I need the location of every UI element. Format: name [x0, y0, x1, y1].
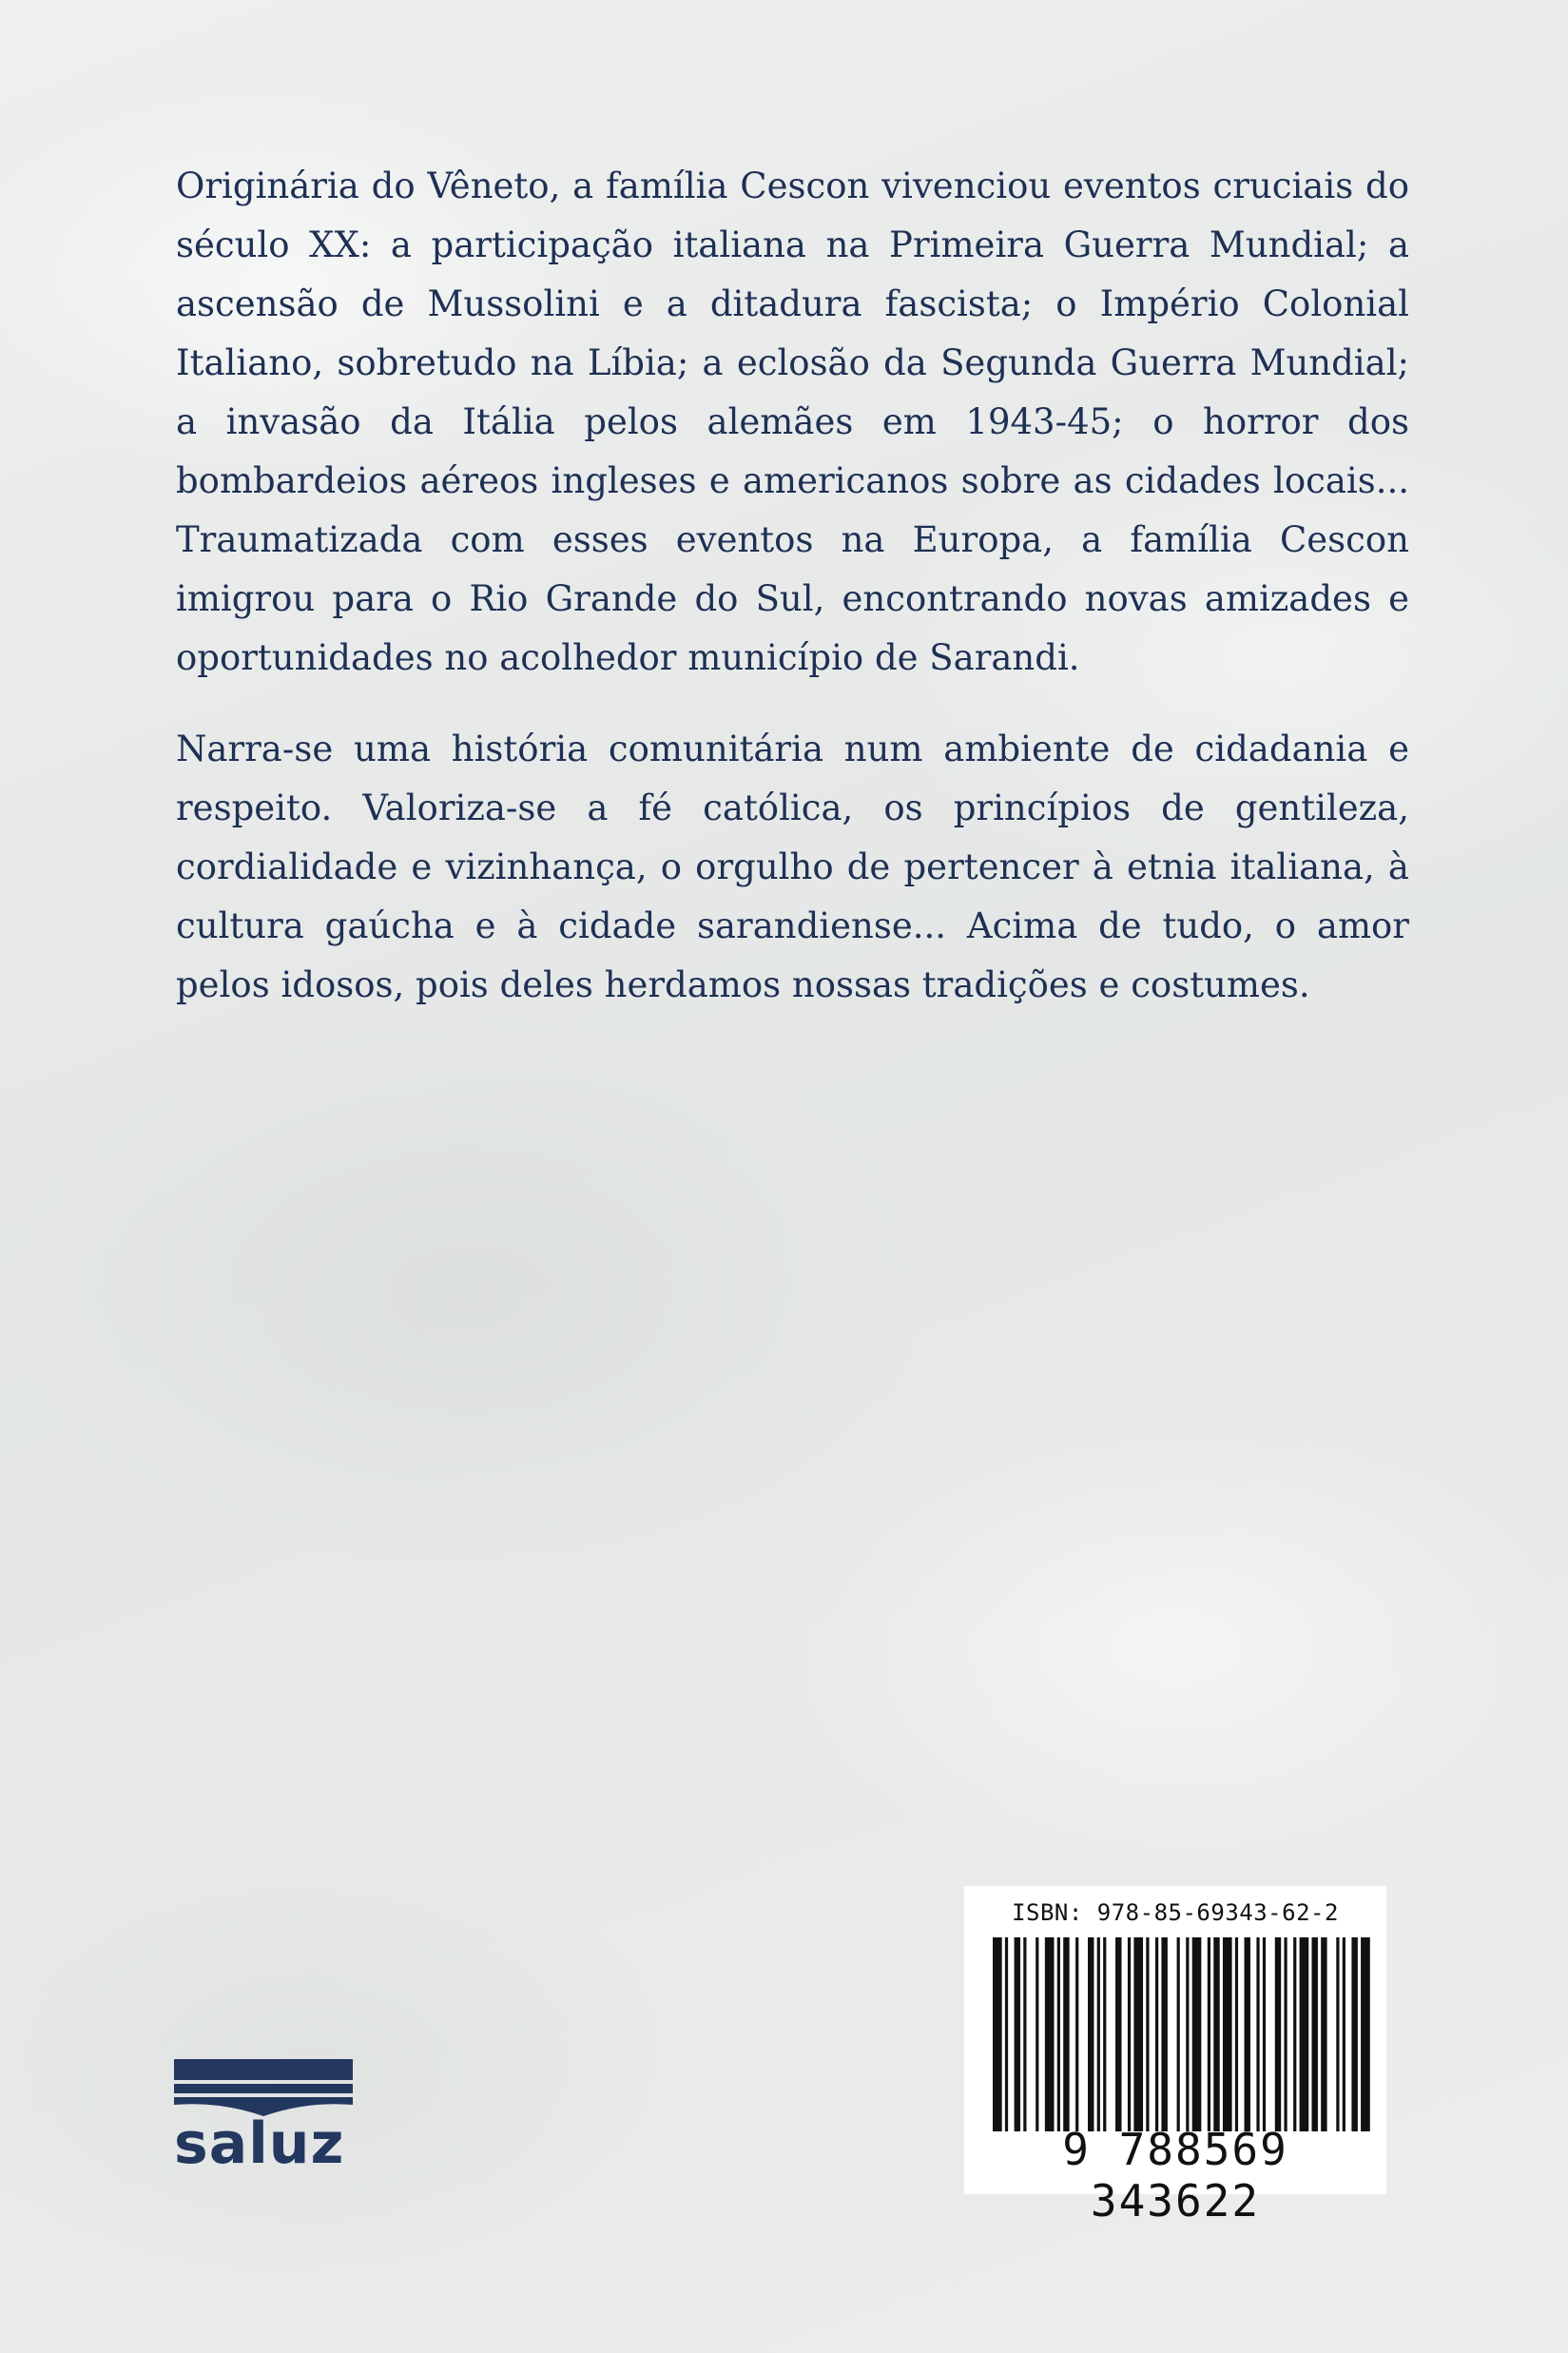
synopsis-paragraph-1: Originária do Vêneto, a família Cescon vivenciou eventos cruciais do século XX: a participação italiana na Primeira Guerra Mundial; a ascensão de Mussolini e a ditadura fascista; o Império Colonial Italiano, sobretudo na Líbia; a eclosão da Segunda Guerra Mundial; a invasão da Itália pelos alemães em 1943-45; o horror dos bombardeios aéreos ingleses e americanos sobre as cidades locais... Traumatizada com esses eventos na Europa, a família Cescon imigrou para o Rio Grande do Sul, encontrando novas amizades e oportunidades no acolhedor município de Sarandi.: [176, 165, 1409, 678]
synopsis-paragraph-2: Narra-se uma história comunitária num ambiente de cidadania e respeito. Valoriza-se a fé católica, os princípios de gentileza, cordialidade e vizinhança, o orgulho de pertencer à etnia italiana, à cultura gaúcha e à cidade sarandiense... Acima de tudo, o amor pelos idosos, pois deles herdamos nossas tradições e costumes.: [176, 729, 1409, 1005]
isbn-label: ISBN: 978-85-69343-62-2: [1012, 1899, 1339, 1926]
barcode-icon: [993, 1937, 1373, 2131]
publisher-logo: [174, 2059, 355, 2177]
publisher-name: saluz: [174, 2110, 345, 2177]
back-cover-text: [176, 157, 1409, 1047]
barcode-digits: 9 788569 343622: [1062, 2124, 1288, 2227]
isbn-barcode: [964, 1886, 1386, 2227]
